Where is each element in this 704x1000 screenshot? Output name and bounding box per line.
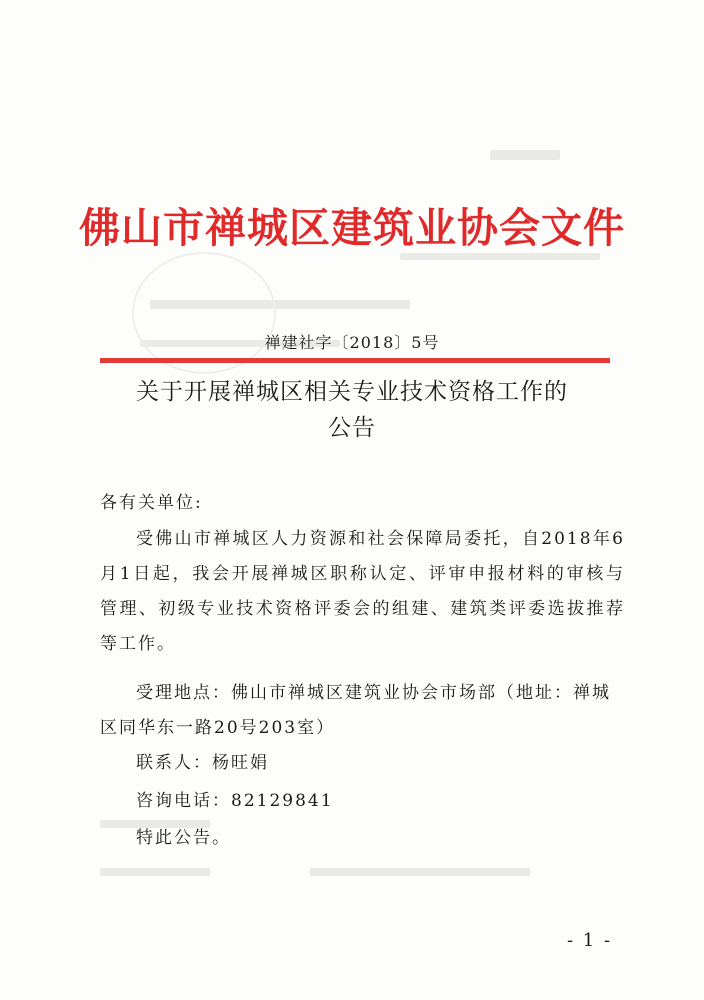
document-title xyxy=(0,374,704,446)
page-number: - 1 - xyxy=(567,930,613,951)
title-line-1: 关于开展禅城区相关专业技术资格工作的 xyxy=(136,379,568,405)
title-line-2: 公告 xyxy=(328,415,376,441)
bleed-through-mark xyxy=(310,868,530,876)
salutation: 各有关单位: xyxy=(100,493,203,513)
contact-person: 联系人：杨旺娟 xyxy=(136,753,269,773)
bleed-through-seal-mark xyxy=(132,252,276,374)
bleed-through-mark xyxy=(490,150,560,160)
red-divider-line xyxy=(100,358,610,363)
bleed-through-mark xyxy=(400,253,600,260)
closing-statement: 特此公告。 xyxy=(136,828,231,848)
paragraph-2: 受理地点：佛山市禅城区建筑业协会市场部（地址：禅城区同华东一路20号203室） xyxy=(100,683,611,738)
issuer-header: 佛山市禅城区建筑业协会文件 xyxy=(79,204,625,252)
bleed-through-mark xyxy=(100,868,210,876)
contact-phone: 咨询电话：82129841 xyxy=(136,791,334,811)
document-number: 禅建社字〔2018〕5号 xyxy=(264,333,440,352)
paragraph-1: 受佛山市禅城区人力资源和社会保障局委托，自2018年6月1日起，我会开展禅城区职称认定、评审申报材料的审核与管理、初级专业技术资格评委会的组建、建筑类评委选拔推荐等工作。 xyxy=(100,529,625,654)
